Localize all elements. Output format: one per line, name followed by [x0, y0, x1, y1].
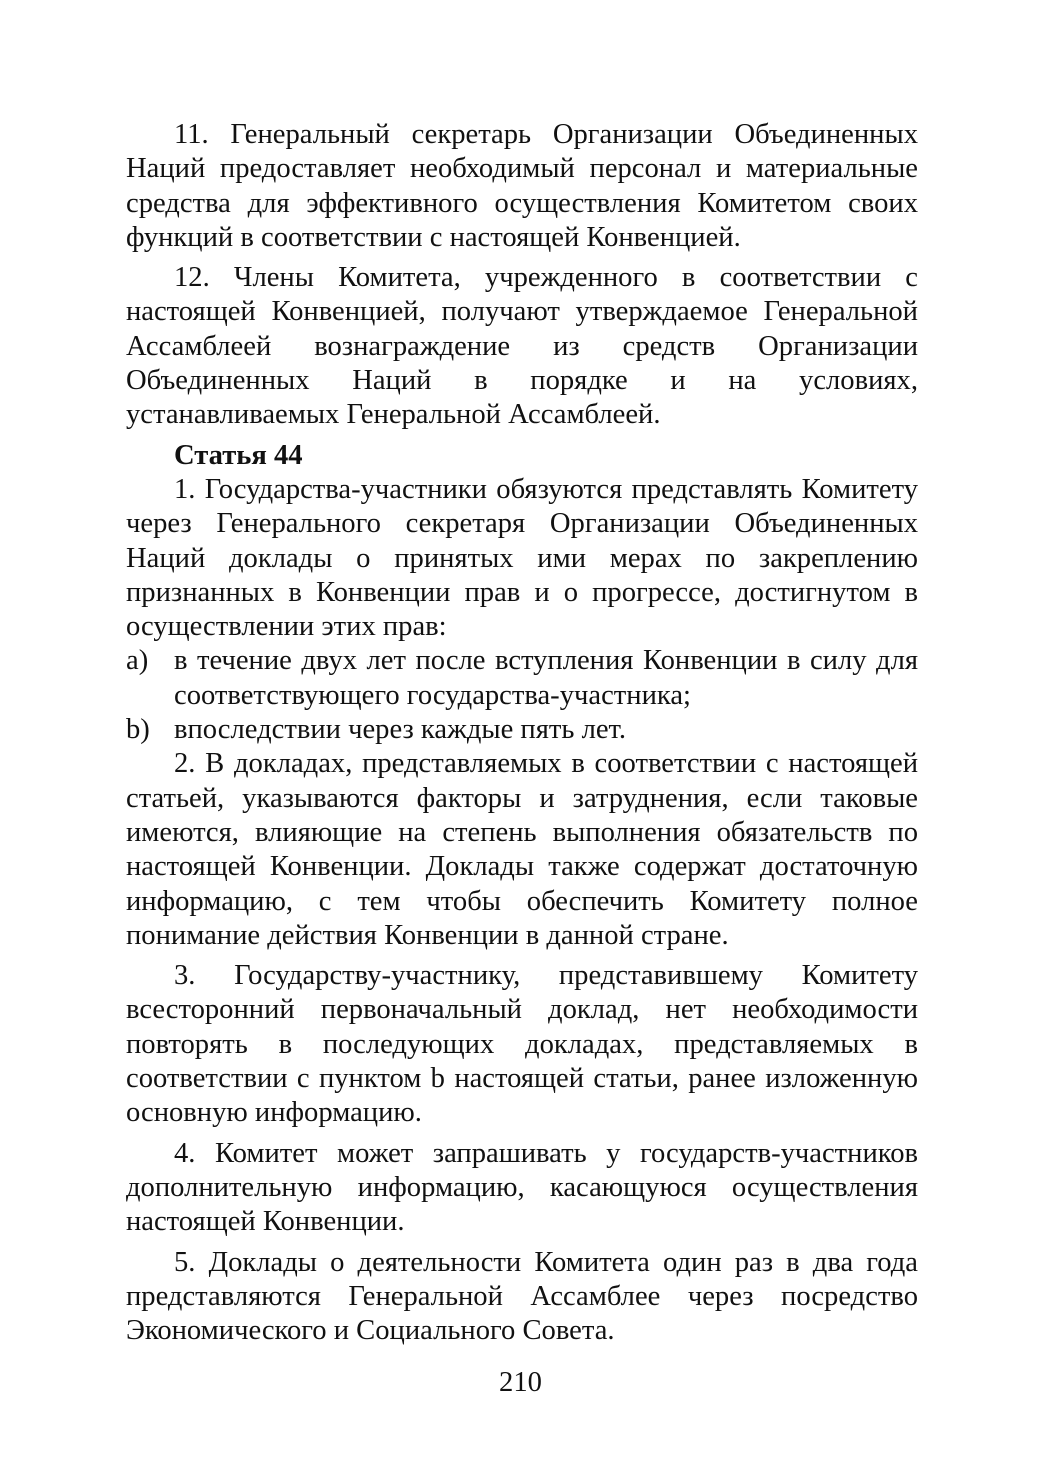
page-number: 210	[499, 1367, 542, 1398]
article-heading: Статья 44	[174, 439, 303, 471]
list-item-text: впоследствии через каждые пять лет.	[174, 714, 627, 746]
article44-paragraph-5: 5. Доклады о деятельности Комитета один раз в два года представляются Генеральной Ассамблее через посредство Экономического и Социального Совета.	[126, 1246, 918, 1347]
list-marker: a)	[126, 645, 149, 677]
page-body	[126, 118, 918, 1348]
article44-paragraph-2: 2. В докладах, представляемых в соответствии с настоящей статьей, указываются факторы и затруднения, если таковые имеются, влияющие на степень выполнения обязательств по настоящей Конвенции. Доклады также содержат достаточную информацию, с тем чтобы обеспечить Комитету полное понимание действия Конвенции в данной стране.	[126, 748, 918, 951]
list-marker: b)	[126, 714, 150, 746]
list-item-a	[126, 644, 918, 713]
paragraph-11: 11. Генеральный секретарь Организации Объединенных Наций предоставляет необходимый персонал и материальные средства для эффективного осуществления Комитетом своих функций в соответствии с настоящей Конвенцией.	[126, 119, 918, 253]
list-item-b	[126, 713, 918, 747]
paragraph-12: 12. Члены Комитета, учрежденного в соответствии с настоящей Конвенцией, получают утверждаемое Генеральной Ассамблеей вознаграждение из средств Организации Объединенных Наций в порядке и на условиях, устанавливаемых Генеральной Ассамблеей.	[126, 262, 918, 431]
list-item-text: в течение двух лет после вступления Конвенции в силу для соответствующего государства-участника;	[174, 645, 918, 711]
article44-paragraph-3: 3. Государству-участнику, представившему Комитету всесторонний первоначальный доклад, нет необходимости повторять в последующих докладах, представляемых в соответствии с пунктом b настоящей статьи, ранее изложенную основную информацию.	[126, 960, 918, 1129]
article44-paragraph-1: 1. Государства-участники обязуются представлять Комитету через Генерального секретаря Организации Объединенных Наций доклады о принятых ими мерах по закреплению признанных в Конвенции прав и о прогрессе, достигнутом в осуществлении этих прав:	[126, 473, 918, 643]
article44-paragraph-4: 4. Комитет может запрашивать у государств-участников дополнительную информацию, касающуюся осуществления настоящей Конвенции.	[126, 1137, 918, 1238]
